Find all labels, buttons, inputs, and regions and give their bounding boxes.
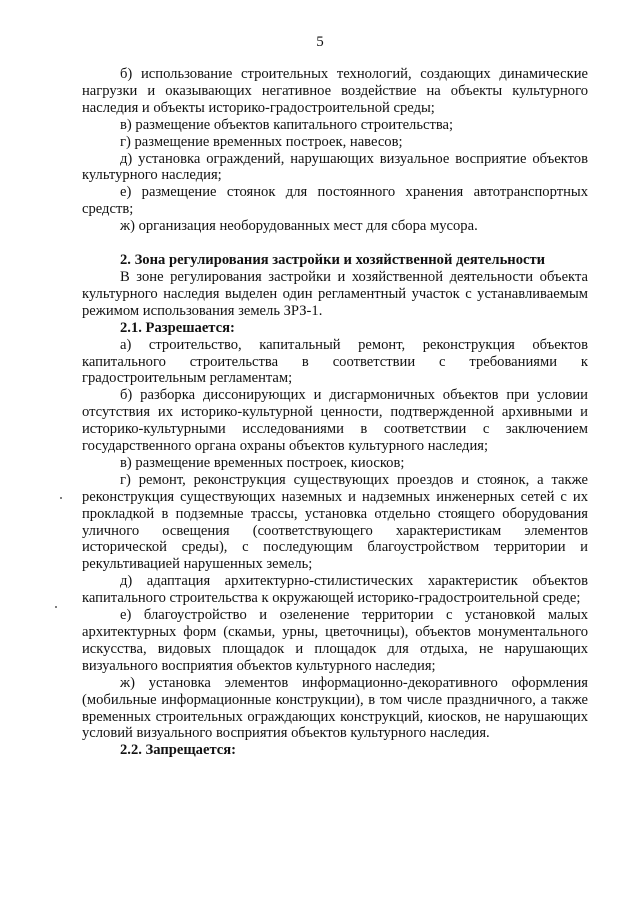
scan-speck <box>60 497 62 499</box>
section-intro: В зоне регулирования застройки и хозяйственной деятельности объекта культурного наследия выделен один регламентный участок с устанавливаемым режимом использования земель ЗРЗ-1. <box>82 268 588 319</box>
subsection-heading: 2.1. Разрешается: <box>120 319 235 336</box>
list-item: д) установка ограждений, нарушающих визуальное восприятие объектов культурного наследия; <box>82 150 588 184</box>
list-item: г) размещение временных построек, навесов; <box>120 133 403 150</box>
scan-speck <box>55 606 57 608</box>
list-item: б) разборка диссонирующих и дисгармоничных объектов при условии отсутствия их историко-культурной ценности, подтвержденной архивными и историко-культурными исследованиями в соответствии с заключением государственного органа охраны объектов культурного наследия; <box>82 387 588 455</box>
list-item: е) размещение стоянок для постоянного хранения автотранспортных средств; <box>82 184 588 218</box>
list-item: в) размещение временных построек, киосков; <box>120 454 405 471</box>
list-item: б) использование строительных технологий, создающих динамические нагрузки и оказывающих негативное воздействие на объекты культурного наследия и объекты историко-градостроительной среды; <box>82 66 588 116</box>
section-heading: 2. Зона регулирования застройки и хозяйственной деятельности <box>120 252 546 269</box>
list-item: а) строительство, капитальный ремонт, реконструкция объектов капитального строительства в соответствии с требованиями к градостроительным регламентам; <box>82 336 588 387</box>
list-item: в) размещение объектов капитального строительства; <box>120 116 454 133</box>
document-body <box>82 66 588 759</box>
list-item: г) ремонт, реконструкция существующих проездов и стоянок, а также реконструкция существующих наземных и надземных инженерных сетей с их прокладкой в подземные трассы, установка отдельно стоящего оборудования уличного освещения (соответствующего характеристикам элементов исторической среды), с последующим благоустройством территории и рекультивацией нарушенных земель; <box>82 471 588 573</box>
list-item: е) благоустройство и озеленение территории с установкой малых архитектурных форм (скамьи, урны, цветочницы), объектов монументального искусства, видовых площадок и площадок для отдыха, не нарушающих визуального восприятия объектов культурного наследия; <box>82 607 588 674</box>
list-item: ж) установка элементов информационно-декоративного оформления (мобильные информационные конструкции), в том числе праздничного, а также временных строительных ограждающих конструкций, киосков, не нарушающих условий визуального восприятия объектов культурного наследия. <box>82 674 588 742</box>
subsection-heading: 2.2. Запрещается: <box>120 742 237 759</box>
list-item: ж) организация необорудованных мест для сбора мусора. <box>120 218 478 235</box>
page-number: 5 <box>316 34 324 50</box>
list-item: д) адаптация архитектурно-стилистических характеристик объектов капитального строительства к окружающей историко-градостроительной среде; <box>82 573 588 607</box>
section-gap <box>82 235 588 252</box>
